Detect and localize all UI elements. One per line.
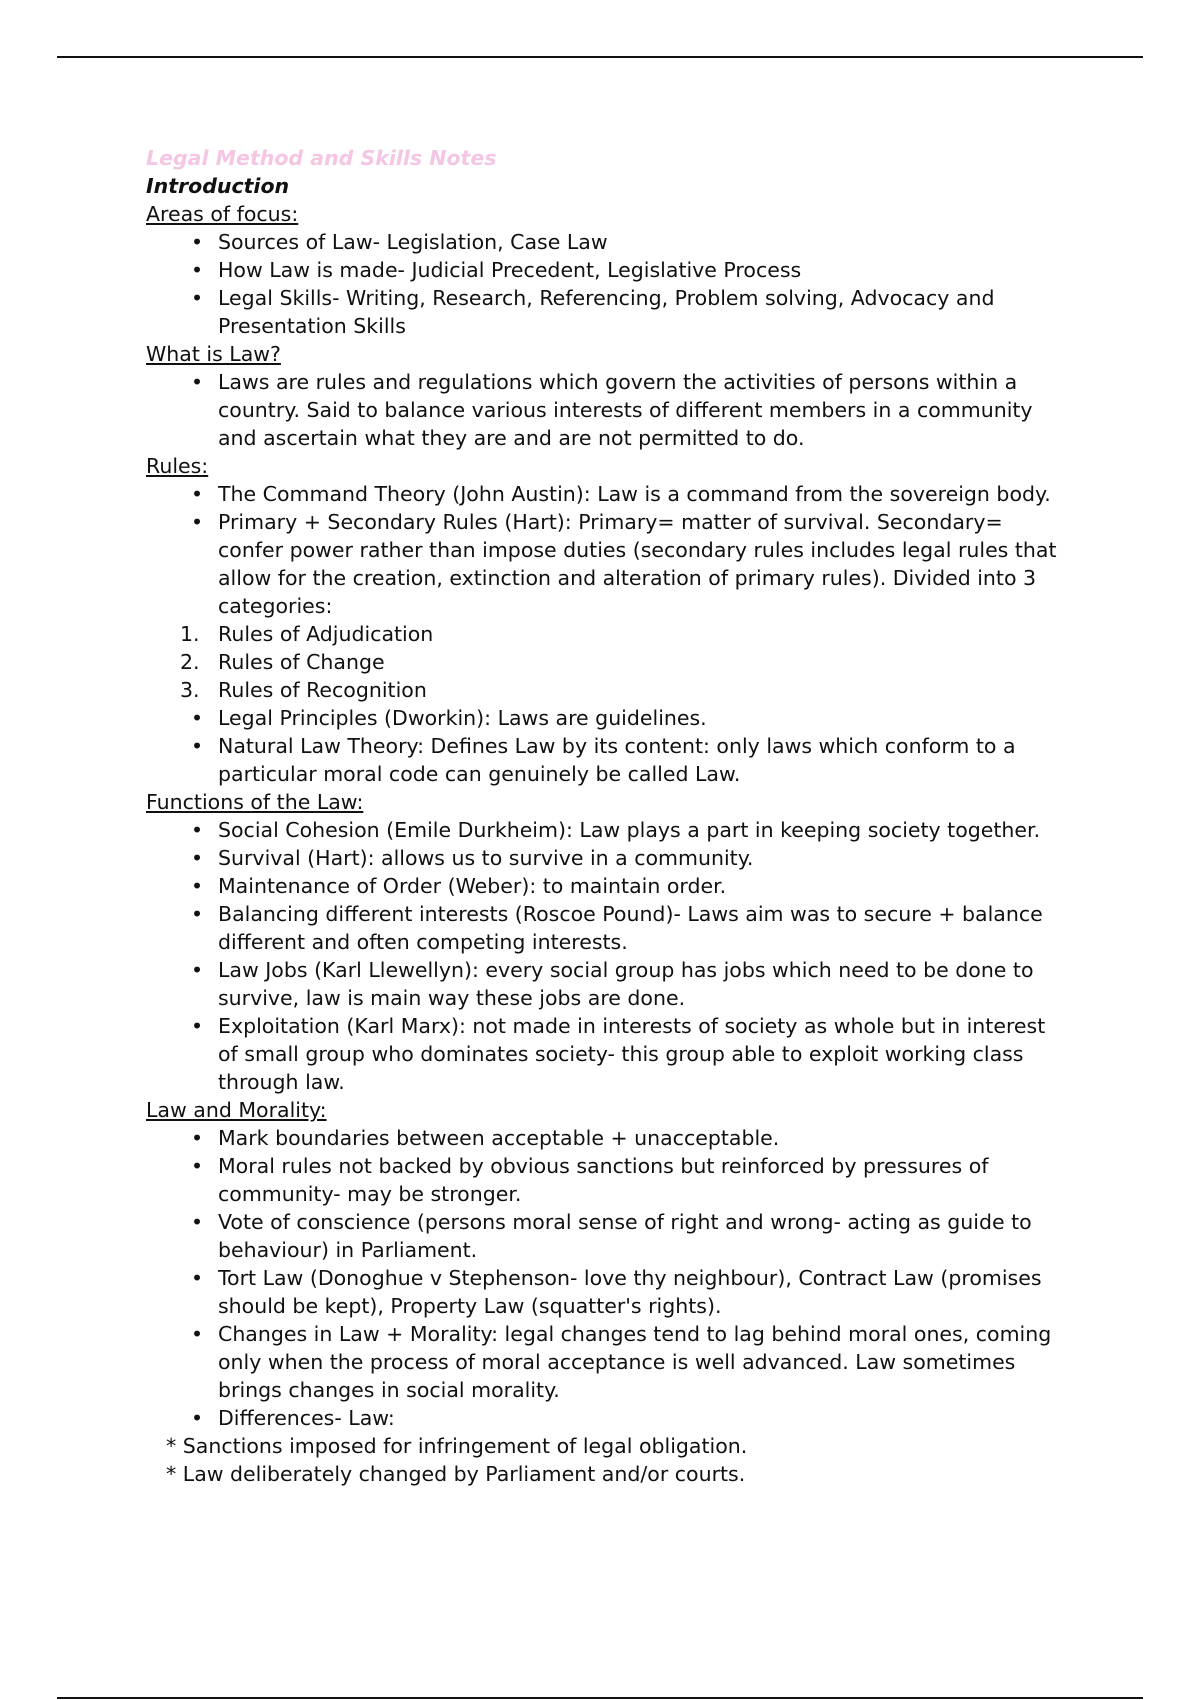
bullet-icon: • — [190, 258, 204, 282]
bullet-list-item — [146, 368, 1066, 452]
bullet-list-item — [146, 256, 1066, 284]
differences-note: * Sanctions imposed for infringement of legal obligation. — [166, 1434, 748, 1458]
bullet-list-item — [146, 956, 1066, 1012]
list-number: 3. — [180, 678, 200, 702]
bullet-icon: • — [190, 230, 204, 254]
list-item-text: Vote of conscience (persons moral sense of right and wrong- acting as guide to behaviour) in Parliament. — [218, 1210, 1032, 1262]
bullet-list-item — [146, 508, 1066, 620]
bullet-list-item — [146, 900, 1066, 956]
footer-rule — [57, 1697, 1143, 1699]
bullet-icon: • — [190, 706, 204, 730]
bullet-icon: • — [190, 958, 204, 982]
bullet-icon: • — [190, 510, 204, 534]
list-item-text: Legal Principles (Dworkin): Laws are guidelines. — [218, 706, 707, 730]
differences-note: * Law deliberately changed by Parliament and/or courts. — [166, 1462, 746, 1486]
bullet-list-item — [146, 1152, 1066, 1208]
bullet-icon: • — [190, 482, 204, 506]
bullet-icon: • — [190, 902, 204, 926]
bullet-icon: • — [190, 1014, 204, 1038]
list-item-text: Rules of Recognition — [218, 678, 427, 702]
list-item-text: Tort Law (Donoghue v Stephenson- love thy neighbour), Contract Law (promises should be kept), Property Law (squatter's rights). — [218, 1266, 1042, 1318]
bullet-list-item — [146, 844, 1066, 872]
list-number: 2. — [180, 650, 200, 674]
section-introduction-heading: Introduction — [146, 174, 290, 198]
list-item-text: Law Jobs (Karl Llewellyn): every social group has jobs which need to be done to survive, law is main way these jobs are done. — [218, 958, 1034, 1010]
list-item-text: Rules of Change — [218, 650, 385, 674]
bullet-icon: • — [190, 874, 204, 898]
bullet-list-item — [146, 816, 1066, 844]
list-item-text: Mark boundaries between acceptable + unacceptable. — [218, 1126, 780, 1150]
bullet-list-item — [146, 1124, 1066, 1152]
bullet-list-item — [146, 228, 1066, 256]
section-heading: What is Law? — [146, 342, 281, 366]
list-item-text: Maintenance of Order (Weber): to maintain order. — [218, 874, 727, 898]
bullet-list-item — [146, 1320, 1066, 1404]
bullet-icon: • — [190, 1322, 204, 1346]
bullet-list-item — [146, 1208, 1066, 1264]
section-heading: Functions of the Law: — [146, 790, 364, 814]
section-heading: Law and Morality: — [146, 1098, 327, 1122]
bullet-icon: • — [190, 286, 204, 310]
bullet-icon: • — [190, 370, 204, 394]
list-item-text: Primary + Secondary Rules (Hart): Primary= matter of survival. Secondary= confer power rather than impose duties (secondary rules includes legal rules that allow for the creation, extinction and alteration of primary rules). Divided into 3 categories: — [218, 510, 1057, 618]
bullet-icon: • — [190, 734, 204, 758]
list-item-text: The Command Theory (John Austin): Law is a command from the sovereign body. — [218, 482, 1051, 506]
bullet-icon: • — [190, 1154, 204, 1178]
list-item-text: Sources of Law- Legislation, Case Law — [218, 230, 608, 254]
list-item-text: Rules of Adjudication — [218, 622, 434, 646]
bullet-list-item — [146, 872, 1066, 900]
list-item-text: Social Cohesion (Emile Durkheim): Law plays a part in keeping society together. — [218, 818, 1041, 842]
header-rule — [57, 56, 1143, 58]
bullet-icon: • — [190, 1406, 204, 1430]
bullet-list-item — [146, 704, 1066, 732]
section-heading: Areas of focus: — [146, 202, 299, 226]
document-body — [146, 144, 1066, 1488]
list-item-text: Natural Law Theory: Defines Law by its content: only laws which conform to a particular moral code can genuinely be called Law. — [218, 734, 1016, 786]
numbered-list-item — [146, 648, 1066, 676]
numbered-list-item — [146, 676, 1066, 704]
list-item-text: Survival (Hart): allows us to survive in a community. — [218, 846, 754, 870]
numbered-list-item — [146, 620, 1066, 648]
bullet-icon: • — [190, 1266, 204, 1290]
list-item-text: Laws are rules and regulations which govern the activities of persons within a country. Said to balance various interests of different members in a community and ascertain what they are and are not permitted to do. — [218, 370, 1033, 450]
list-item-text: Changes in Law + Morality: legal changes tend to lag behind moral ones, coming only when the process of moral acceptance is well advanced. Law sometimes brings changes in social morality. — [218, 1322, 1052, 1402]
differences-notes — [146, 1432, 1066, 1488]
bullet-icon: • — [190, 846, 204, 870]
list-item-text: Differences- Law: — [218, 1406, 395, 1430]
bullet-list-item — [146, 284, 1066, 340]
bullet-list-item — [146, 1264, 1066, 1320]
list-item-text: How Law is made- Judicial Precedent, Legislative Process — [218, 258, 802, 282]
list-item-text: Legal Skills- Writing, Research, Referencing, Problem solving, Advocacy and Presentation Skills — [218, 286, 995, 338]
list-item-text: Exploitation (Karl Marx): not made in interests of society as whole but in interest of small group who dominates society- this group able to exploit working class through law. — [218, 1014, 1046, 1094]
section-heading: Rules: — [146, 454, 209, 478]
list-item-text: Moral rules not backed by obvious sanctions but reinforced by pressures of community- may be stronger. — [218, 1154, 989, 1206]
sections — [146, 200, 1066, 1432]
bullet-icon: • — [190, 818, 204, 842]
bullet-icon: • — [190, 1210, 204, 1234]
bullet-list-item — [146, 1404, 1066, 1432]
list-item-text: Balancing different interests (Roscoe Pound)- Laws aim was to secure + balance different and often competing interests. — [218, 902, 1043, 954]
bullet-list-item — [146, 1012, 1066, 1096]
document-title: Legal Method and Skills Notes — [146, 146, 497, 170]
list-number: 1. — [180, 622, 200, 646]
bullet-list-item — [146, 732, 1066, 788]
bullet-list-item — [146, 480, 1066, 508]
bullet-icon: • — [190, 1126, 204, 1150]
